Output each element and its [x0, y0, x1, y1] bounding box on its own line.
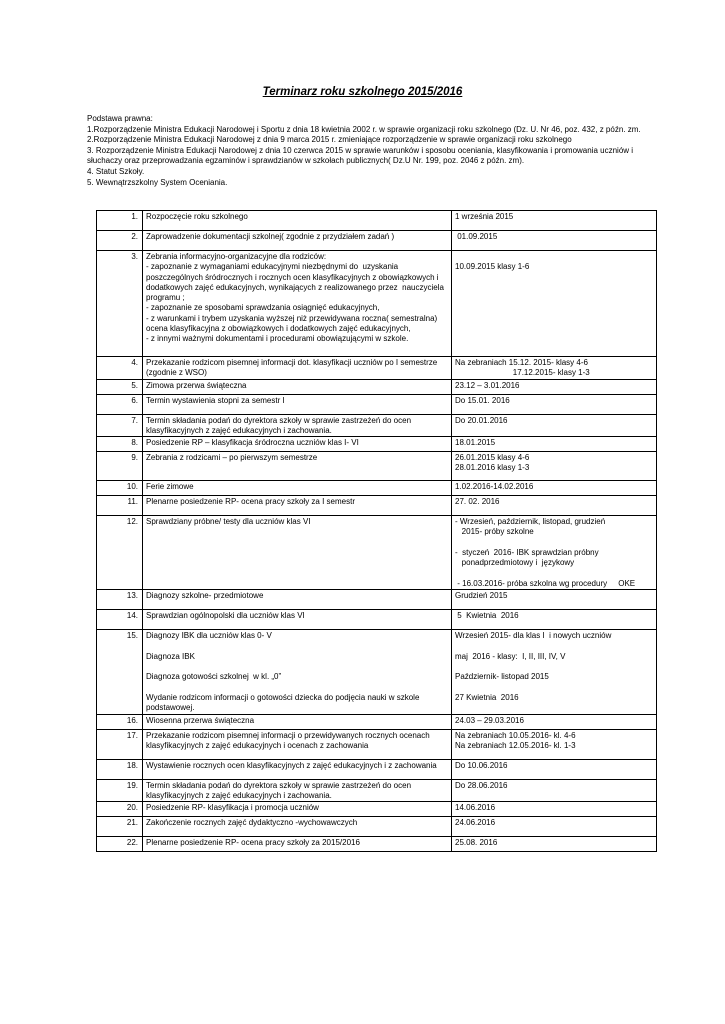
legal-basis-item: 2.Rozporządzenie Ministra Edukacji Narodowej z dnia 9 marca 2015 r. zmieniające rozporządzenie w sprawie organizacji roku szkolnego — [87, 135, 572, 145]
document-title: Terminarz roku szkolnego 2015/2016 — [262, 86, 463, 98]
description-line: Posiedzenie RP – klasyfikacja śródroczna uczniów klas I- VI — [146, 438, 359, 448]
row-number: 5. — [97, 379, 143, 394]
event-date — [452, 414, 657, 437]
row-number: 7. — [97, 414, 143, 437]
description-line: Termin składania podań do dyrektora szkoły w sprawie zastrzeżeń do ocen klasyfikacyjnych z zajęć edukacyjnych i zachowania. — [146, 415, 414, 435]
event-date — [452, 630, 657, 714]
date-line: 17.12.2015- klasy 1-3 — [455, 368, 590, 378]
description-line: - z warunkami i trybem uzyskania wyższej niż przewidywana roczna( semestralna) ocena klasyfikacyjna z obowiązkowych i dodatkowych zajęć edukacyjnych, — [146, 313, 440, 334]
description-line: Wiosenna przerwa świąteczna — [146, 715, 255, 725]
event-date — [452, 379, 657, 394]
event-description — [143, 437, 452, 452]
table-row — [97, 357, 657, 380]
legal-basis — [87, 114, 647, 188]
description-line: Sprawdziany próbne/ testy dla uczniów klas VI — [146, 517, 311, 527]
row-number: 21. — [97, 817, 143, 837]
table-row — [97, 817, 657, 837]
event-description — [143, 394, 452, 414]
table-row — [97, 251, 657, 357]
date-line: Do 10.06.2016 — [455, 760, 508, 770]
table-row — [97, 590, 657, 610]
date-line: 24.06.2016 — [455, 818, 496, 828]
description-line: Zebrania z rodzicami – po pierwszym semestrze — [146, 453, 318, 463]
row-number: 19. — [97, 779, 143, 802]
event-description — [143, 590, 452, 610]
row-number: 18. — [97, 759, 143, 779]
date-line: 18.01.2015 — [455, 438, 496, 448]
table-row — [97, 516, 657, 590]
description-line: - z innymi ważnymi dokumentami i procedurami obowiązującymi w szkole. — [146, 334, 409, 344]
event-date — [452, 516, 657, 590]
row-number: 9. — [97, 452, 143, 481]
date-line: Na zebraniach 15.12. 2015- klasy 4-6 — [455, 358, 588, 367]
table-row — [97, 802, 657, 817]
description-line: - zapoznanie z wymaganiami edukacyjnymi niezbędnymi do uzyskania poszczególnych śródrocznych i rocznych ocen klasyfikacyjnych z obowiązkowych i dodatkowych zajęć edukacyjnych, wynikających z realizowanego przez nauczyciela programu ; — [146, 262, 447, 303]
date-line: Grudzień 2015 — [455, 591, 508, 601]
date-line: Do 28.06.2016 — [455, 780, 508, 790]
event-date — [452, 481, 657, 496]
table-row — [97, 437, 657, 452]
row-number: 17. — [97, 729, 143, 759]
row-number: 2. — [97, 231, 143, 251]
row-number: 11. — [97, 496, 143, 516]
date-line — [455, 538, 653, 548]
date-line: Do 20.01.2016 — [455, 415, 508, 425]
description-line — [146, 662, 448, 672]
event-description — [143, 251, 452, 357]
legal-basis-heading: Podstawa prawna: — [87, 114, 153, 123]
event-date — [452, 802, 657, 817]
description-line: Zimowa przerwa świąteczna — [146, 380, 247, 390]
row-number: 12. — [97, 516, 143, 590]
row-number: 10. — [97, 481, 143, 496]
date-line: - 16.03.2016- próba szkolna wg procedury OKE — [455, 578, 636, 588]
description-line: Posiedzenie RP- klasyfikacja i promocja uczniów — [146, 803, 319, 813]
date-line: Do 15.01. 2016 — [455, 395, 510, 405]
date-line: 2015- próby szkolne — [455, 527, 534, 537]
event-date — [452, 437, 657, 452]
description-line: Sprawdzian ogólnopolski dla uczniów klas VI — [146, 611, 305, 621]
description-line: Diagnoza gotowości szkolnej w kl. „0” — [146, 672, 282, 682]
description-line: Przekazanie rodzicom pisemnej informacji o przewidywanych rocznych ocenach klasyfikacyjnych z zajęć edukacyjnych i ocenach z zachowania — [146, 730, 432, 750]
event-date — [452, 394, 657, 414]
date-line: ponadprzedmiotowy i językowy — [455, 558, 575, 568]
legal-basis-item: 4. Statut Szkoły. — [87, 166, 145, 176]
date-line — [455, 569, 653, 579]
description-line: Wydanie rodzicom informacji o gotowości dziecka do podjęcia nauki w szkole podstawowej. — [146, 693, 422, 713]
date-line: 01.09.2015 — [455, 232, 498, 241]
date-line: 27. 02. 2016 — [455, 497, 500, 507]
table-row — [97, 729, 657, 759]
date-line: 24.03 – 29.03.2016 — [455, 715, 524, 725]
schedule-table — [96, 210, 657, 852]
description-line: Rozpoczęcie roku szkolnego — [146, 212, 248, 221]
event-description — [143, 817, 452, 837]
table-row — [97, 759, 657, 779]
event-date — [452, 714, 657, 729]
date-line — [455, 642, 653, 652]
date-line: 23.12 – 3.01.2016 — [455, 380, 520, 390]
date-line: 25.08. 2016 — [455, 838, 498, 848]
legal-basis-item: 5. Wewnątrzszkolny System Oceniania. — [87, 177, 228, 187]
event-date — [452, 357, 657, 380]
description-line: Diagnozy IBK dla uczniów klas 0- V — [146, 631, 272, 641]
event-date — [452, 610, 657, 630]
description-line: Termin składania podań do dyrektora szkoły w sprawie zastrzeżeń do ocen klasyfikacyjnych z zajęć edukacyjnych i zachowania. — [146, 780, 414, 800]
table-row — [97, 610, 657, 630]
event-description — [143, 759, 452, 779]
event-date — [452, 590, 657, 610]
table-row — [97, 231, 657, 251]
date-line — [455, 662, 653, 672]
row-number: 22. — [97, 837, 143, 852]
event-description — [143, 496, 452, 516]
event-description — [143, 630, 452, 714]
table-row — [97, 779, 657, 802]
description-line — [146, 642, 448, 652]
event-date — [452, 837, 657, 852]
event-date — [452, 496, 657, 516]
event-date — [452, 759, 657, 779]
description-line: Ferie zimowe — [146, 482, 194, 492]
event-date — [452, 817, 657, 837]
description-line: Diagnoza IBK — [146, 651, 195, 661]
date-line: 27 Kwietnia 2016 — [455, 693, 519, 703]
row-number: 8. — [97, 437, 143, 452]
date-line: Na zebraniach 12.05.2016- kl. 1-3 — [455, 740, 576, 750]
table-row — [97, 211, 657, 231]
event-description — [143, 481, 452, 496]
event-description — [143, 516, 452, 590]
description-line: Zebrania informacyjno-organizacyjne dla rodziców: — [146, 252, 327, 261]
row-number: 20. — [97, 802, 143, 817]
event-description — [143, 231, 452, 251]
date-line: 1.02.2016-14.02.2016 — [455, 482, 534, 492]
row-number: 6. — [97, 394, 143, 414]
event-description — [143, 610, 452, 630]
date-line: Październik- listopad 2015 — [455, 672, 549, 682]
event-description — [143, 211, 452, 231]
event-date — [452, 779, 657, 802]
table-row — [97, 496, 657, 516]
description-line: Zakończenie rocznych zajęć dydaktyczno -wychowawczych — [146, 818, 358, 828]
description-line: Wystawienie rocznych ocen klasyfikacyjnych z zajęć edukacyjnych i z zachowania — [146, 760, 437, 770]
description-line: - zapoznanie ze sposobami sprawdzania osiągnięć edukacyjnych, — [146, 303, 380, 313]
event-description — [143, 837, 452, 852]
description-line: Termin wystawienia stopni za semestr I — [146, 395, 285, 405]
date-line: 26.01.2015 klasy 4-6 — [455, 453, 530, 463]
row-number: 3. — [97, 251, 143, 357]
event-description — [143, 452, 452, 481]
description-line: Przekazanie rodzicom pisemnej informacji dot. klasyfikacji uczniów po I semestrze (zgodnie z WSO) — [146, 358, 440, 378]
event-description — [143, 729, 452, 759]
row-number: 4. — [97, 357, 143, 380]
event-date — [452, 452, 657, 481]
date-line: maj 2016 - klasy: I, II, III, IV, V — [455, 651, 566, 661]
date-line: - styczeń 2016- IBK sprawdzian próbny — [455, 548, 599, 558]
table-row — [97, 837, 657, 852]
event-date — [452, 251, 657, 357]
event-description — [143, 357, 452, 380]
date-line — [455, 683, 653, 693]
event-description — [143, 379, 452, 394]
table-row — [97, 630, 657, 714]
date-line: 28.01.2016 klasy 1-3 — [455, 463, 530, 473]
date-line: Wrzesień 2015- dla klas I i nowych uczniów — [455, 631, 612, 641]
table-row — [97, 481, 657, 496]
row-number: 13. — [97, 590, 143, 610]
table-row — [97, 379, 657, 394]
date-line: 5 Kwietnia 2016 — [455, 611, 519, 621]
table-row — [97, 452, 657, 481]
event-description — [143, 414, 452, 437]
date-line: 1 września 2015 — [455, 212, 514, 221]
event-description — [143, 779, 452, 802]
date-line: Na zebraniach 10.05.2016- kl. 4-6 — [455, 730, 576, 740]
legal-basis-item: 1.Rozporządzenie Ministra Edukacji Narodowej i Sportu z dnia 18 kwietnia 2002 r. w sprawie organizacji roku szkolnego (Dz. U. Nr 46, poz. 432, z późn. zm. — [87, 124, 641, 134]
description-line: Plenarne posiedzenie RP- ocena pracy szkoły za 2015/2016 — [146, 838, 360, 848]
description-line — [146, 683, 448, 693]
row-number: 15. — [97, 630, 143, 714]
table-row — [97, 394, 657, 414]
description-line: Diagnozy szkolne- przedmiotowe — [146, 591, 264, 601]
event-date — [452, 211, 657, 231]
date-line: 14.06.2016 — [455, 803, 496, 813]
date-line: - Wrzesień, październik, listopad, grudzień — [455, 517, 606, 527]
row-number: 16. — [97, 714, 143, 729]
event-date — [452, 729, 657, 759]
legal-basis-item: 3. Rozporządzenie Ministra Edukacji Narodowej z dnia 10 czerwca 2015 w sprawie warunków i sposobu oceniania, klasyfikowania i promowania uczniów i słuchaczy oraz przeprowadzania egzaminów i sprawdzianów w szkołach publicznych( Dz.U Nr. 199, poz. 2046 z późn. zm). — [87, 145, 634, 166]
description-line: Zaprowadzenie dokumentacji szkolnej( zgodnie z przydziałem zadań ) — [146, 232, 395, 241]
table-row — [97, 414, 657, 437]
description-line: Plenarne posiedzenie RP- ocena pracy szkoły za I semestr — [146, 497, 355, 507]
table-row — [97, 714, 657, 729]
date-line — [455, 252, 653, 262]
row-number: 14. — [97, 610, 143, 630]
event-description — [143, 714, 452, 729]
event-date — [452, 231, 657, 251]
date-line: 10.09.2015 klasy 1-6 — [455, 262, 530, 272]
event-description — [143, 802, 452, 817]
row-number: 1. — [97, 211, 143, 231]
